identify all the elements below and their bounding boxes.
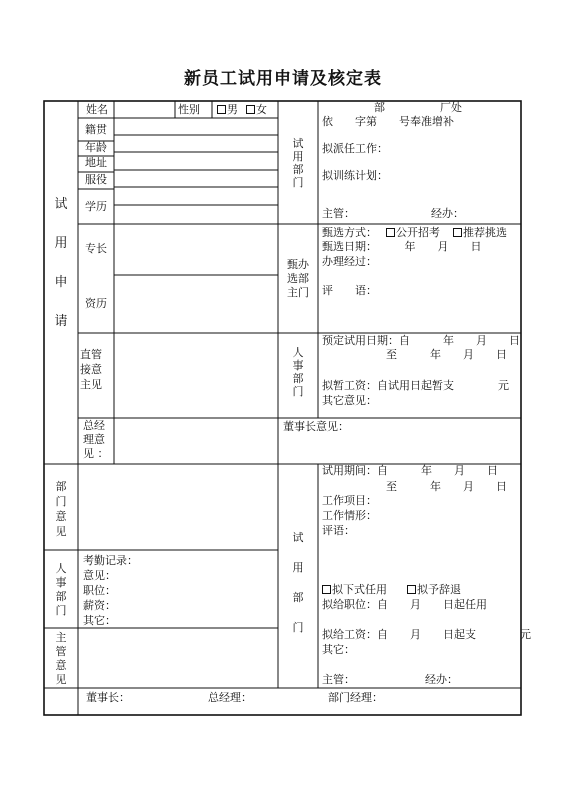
apply-section-label: 试 用 申 请 (54, 197, 68, 329)
work-items-label: 工作项目： (322, 494, 377, 507)
hr-other-field: 其它： (83, 614, 116, 627)
trial-other: 其它： (322, 643, 355, 656)
selection-method-label: 甄选方式： (322, 226, 377, 239)
process-label: 办理经过： (322, 255, 377, 268)
formal-hire-checkbox[interactable] (322, 585, 331, 594)
address-label: 地址 (85, 156, 107, 169)
trial-dept-label: 试 用 部 门 (292, 137, 304, 189)
dismiss-option[interactable]: 拟予辞退 (407, 584, 461, 596)
female-option[interactable]: 女 (246, 104, 267, 116)
hr-salary-field: 薪资： (83, 599, 116, 612)
formal-hire-option[interactable]: 拟下式任用 (322, 584, 387, 596)
reference-line: 依 字第 号奉准增补 (322, 115, 454, 128)
comment-label: 评 语： (322, 284, 377, 297)
experience-label: 资历 (85, 297, 107, 310)
dept-word: 部 (374, 101, 385, 114)
gm-opinion-label: 总经 理意 见 ： (83, 419, 109, 460)
footer-dept-manager: 部门经理： (328, 691, 383, 704)
specialty-label: 专长 (85, 242, 107, 255)
attendance-label: 考勤记录： (83, 554, 138, 567)
hr-opinion-field: 意见： (83, 569, 116, 582)
age-label: 年龄 (85, 141, 107, 154)
open-exam-option[interactable]: 公开招考 (386, 227, 440, 239)
temp-salary: 拟暂工资：自试用日起暂支 元 (322, 379, 509, 392)
factory-office-word: 厂处 (440, 101, 462, 114)
dept-opinion-label: 部 门 意 见 (55, 480, 67, 538)
trial-manager-label: 主管： (322, 673, 355, 686)
training-label: 拟训练计划： (322, 169, 388, 182)
selection-date: 甄选日期： 年 月 日 (322, 240, 482, 253)
post-label: 拟派任工作： (322, 142, 388, 155)
assign-pay: 拟给工资：自 月 日起支 元 (322, 628, 531, 641)
recommend-checkbox[interactable] (453, 228, 462, 237)
hr-dept-label: 人 事 部 门 (292, 346, 304, 398)
handler-label: 经办： (431, 207, 464, 220)
trial-date-from: 预定试用日期：自 年 月 日 (322, 334, 520, 347)
other-opinion: 其它意见： (322, 394, 377, 407)
hr-opinion-label: 人 事 部 门 (55, 562, 67, 617)
male-option[interactable]: 男 (217, 104, 238, 116)
open-exam-checkbox[interactable] (386, 228, 395, 237)
trial-period-from: 试用期间：自 年 月 日 (322, 464, 498, 477)
recommend-option[interactable]: 推荐挑选 (453, 227, 507, 239)
form-title: 新员工试用申请及核定表 (184, 69, 382, 89)
chairman-opinion-label: 董事长意见： (283, 420, 349, 433)
hr-position-field: 职位： (83, 584, 116, 597)
male-checkbox[interactable] (217, 105, 226, 114)
native-label: 籍贯 (85, 123, 107, 136)
assign-position: 拟给职位：自 月 日起任用 (322, 598, 487, 611)
service-label: 服役 (85, 173, 107, 186)
female-checkbox[interactable] (246, 105, 255, 114)
name-label: 姓名 (86, 103, 108, 116)
trial-result-dept-label: 试 用 部 门 (292, 531, 304, 634)
supervisor-opinion-label: 主 管 意 见 (55, 631, 67, 686)
direct-supervisor-label: 直管 接意 主见 (80, 348, 102, 391)
footer-gm: 总经理： (208, 691, 252, 704)
footer-chairman: 董事长： (86, 691, 130, 704)
trial-period-to: 至 年 月 日 (386, 480, 507, 493)
trial-date-to: 至 年 月 日 (386, 348, 507, 361)
work-status-label: 工作情形： (322, 509, 377, 522)
trial-handler-label: 经办： (425, 673, 458, 686)
gender-label: 性别 (178, 103, 200, 116)
dismiss-checkbox[interactable] (407, 585, 416, 594)
education-label: 学历 (85, 200, 107, 213)
manager-label: 主管： (322, 207, 355, 220)
selection-dept-label: 甄办 选部 主门 (287, 258, 309, 299)
trial-comment-label: 评语： (322, 524, 355, 537)
